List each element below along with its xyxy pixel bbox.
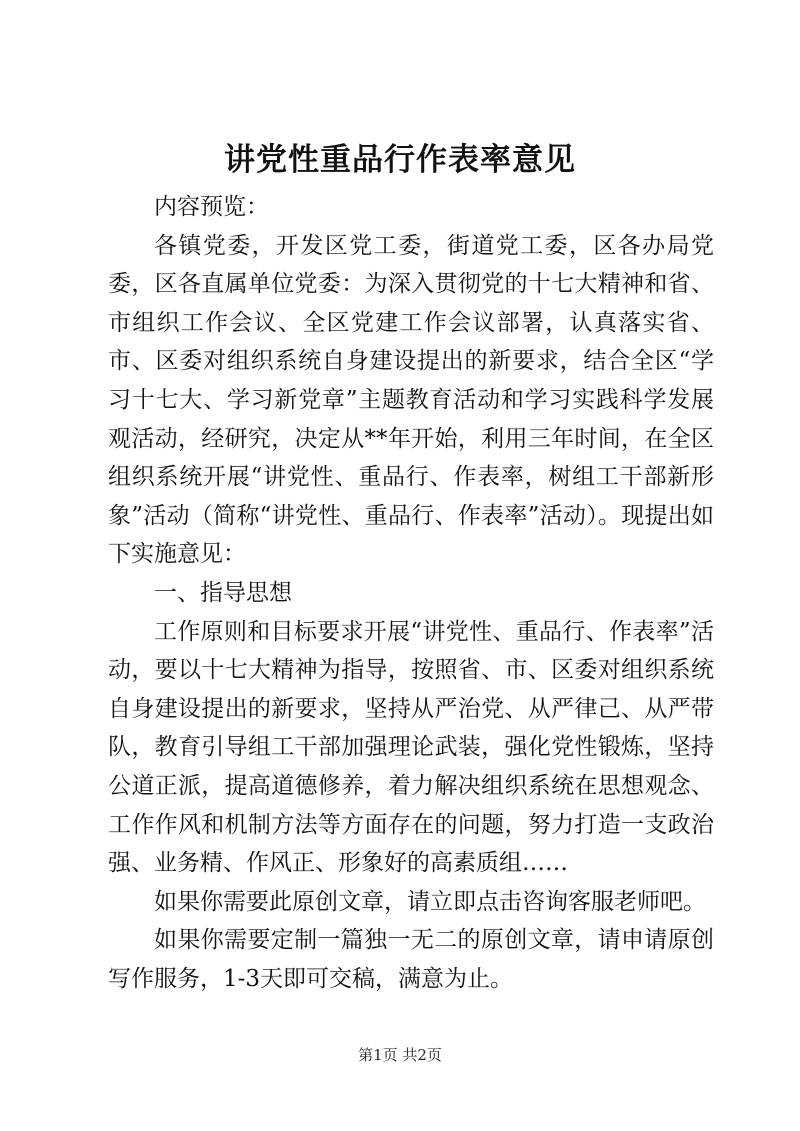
custom-writing-paragraph: 如果你需要定制一篇独一无二的原创文章，请申请原创写作服务，1-3天即可交稿，满意为止。	[108, 927, 714, 992]
document-title: 讲党性重品行作表率意见	[224, 142, 576, 178]
section-heading-guiding-thought: 一、指导思想	[154, 579, 292, 606]
page-number-footer: 第1页 共2页	[358, 1046, 442, 1064]
intro-paragraph: 各镇党委，开发区党工委，街道党工委，区各办局党委，区各直属单位党委：为深入贯彻党的十七大精神和省、市组织工作会议、全区党建工作会议部署，认真落实省、市、区委对组织系统自身建设提出的新要求，结合全区“学习十七大、学习新党章”主题教育活动和学习实践科学发展观活动，经研究，决定从**年开始，利用三年时间，在全区组织系统开展“讲党性、重品行、作表率，树组工干部新形象”活动（简称“讲党性、重品行、作表率”活动）。现提出如下实施意见：	[108, 232, 714, 568]
contact-paragraph: 如果你需要此原创文章，请立即点击咨询客服老师吧。	[154, 888, 706, 915]
preview-label: 内容预览：	[154, 194, 269, 220]
document-body	[108, 188, 714, 998]
guiding-thought-paragraph: 工作原则和目标要求开展“讲党性、重品行、作表率”活动，要以十七大精神为指导，按照省、市、区委对组织系统自身建设提出的新要求，坚持从严治党、从严律己、从严带队，教育引导组工干部加强理论武装，强化党性锻炼，坚持公道正派，提高道德修养，着力解决组织系统在思想观念、工作作风和机制方法等方面存在的问题，努力打造一支政治强、业务精、作风正、形象好的高素质组……	[108, 618, 714, 877]
